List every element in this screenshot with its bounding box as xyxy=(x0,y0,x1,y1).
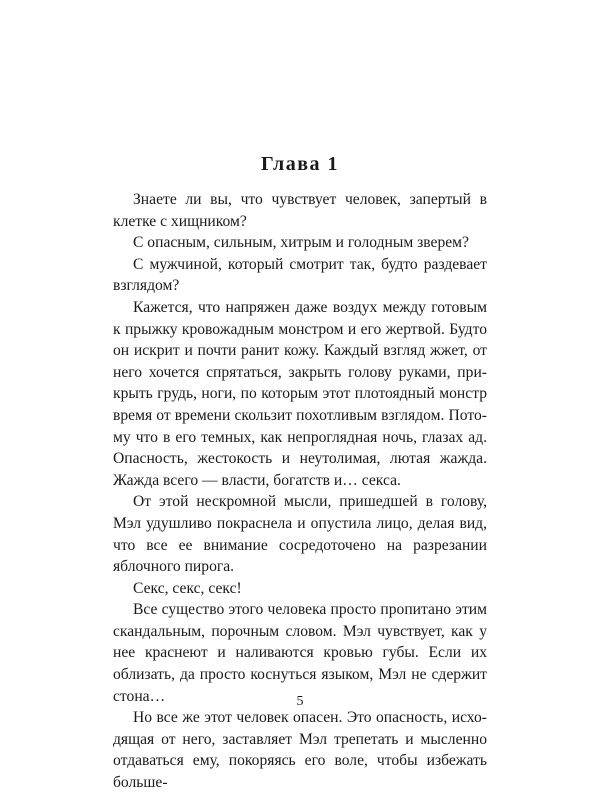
paragraph: Но все же этот человек опасен. Это опасность, исходящая от него, заставляет Мэл трепетать и мысленно отдаваться ему, покоряясь его воле, чтобы избежать больше- xyxy=(113,709,487,792)
chapter-title: Глава 1 xyxy=(261,153,339,175)
paragraph: Знаете ли вы, что чувствует человек, запертый в клетке с хищником? xyxy=(113,191,487,230)
paragraph: От этой нескромной мысли, пришедшей в голову, Мэл удушливо покраснела и опустила лицо, делая вид, что все ее внимание сосредоточено на разрезании яблочного пирога. xyxy=(113,493,487,576)
paragraph: Кажется, что напряжен даже воздух между готовым к прыжку кровожадным монстром и его жертвой. Будто он искрит и почти ранит кожу. Каждый взгляд жжет, от него хочется спрятаться, закрыть голову руками, прикрыть грудь, ноги, по которым этот плотоядный монстр время от времени скользит похотливым взглядом. Потому что в его темных, как непроглядная ночь, глазах ад. Опасность, жестокость и неутолимая, лютая жажда. Жажда всего — власти, богатств и… секса. xyxy=(113,298,487,489)
paragraph: Секс, секс, секс! xyxy=(133,579,242,597)
paragraph: С опасным, сильным, хитрым и голодным зверем? xyxy=(133,234,469,252)
paragraph: С мужчиной, который смотрит так, будто раздевает взглядом? xyxy=(113,255,487,295)
paragraph: Все существо этого человека просто пропитано этим скандальным, порочным словом. Мэл чувствует, как у нее краснеют и наливаются кровью губы. Если их облизать, да просто коснуться языком, Мэл не сдержит стона… xyxy=(113,601,487,705)
page-number: 5 xyxy=(296,694,304,709)
